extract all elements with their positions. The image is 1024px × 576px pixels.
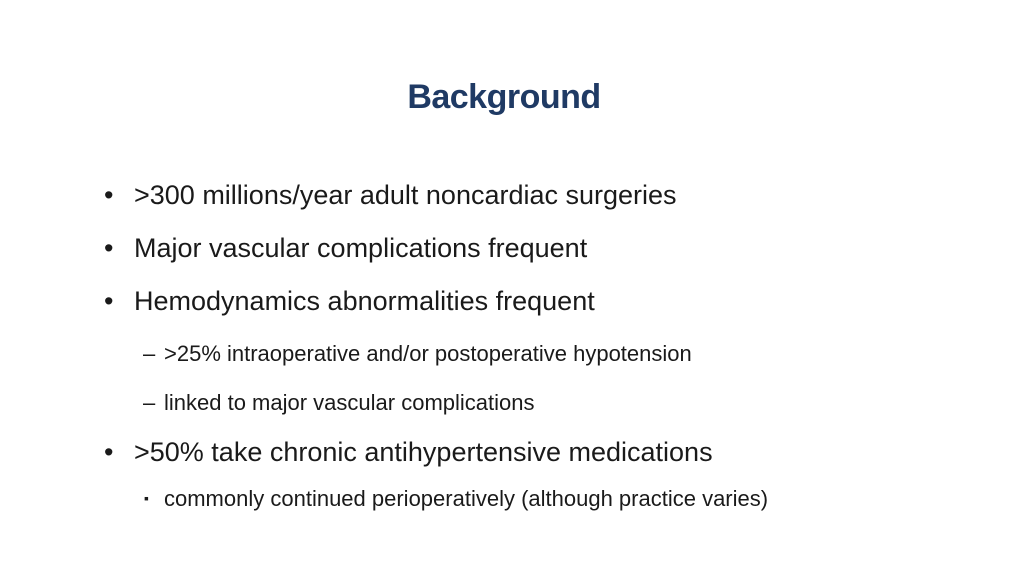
square-marker-icon: ▪	[144, 490, 149, 506]
bullet-marker-icon: •	[104, 437, 114, 467]
bullet-text: >50% take chronic antihypertensive medications	[134, 437, 713, 467]
dash-marker-icon: –	[143, 390, 156, 415]
bullet-item	[104, 180, 677, 211]
bullet-marker-icon: •	[104, 233, 114, 263]
bullet-marker-icon: •	[104, 180, 114, 210]
bullet-item	[104, 286, 595, 317]
sub-bullet-item	[143, 390, 535, 416]
bullet-item	[104, 437, 713, 468]
sub-bullet-item	[143, 341, 692, 367]
bullet-text: Major vascular complications frequent	[134, 233, 588, 263]
sub-bullet-text: >25% intraoperative and/or postoperative hypotension	[164, 341, 692, 366]
sub-bullet-item	[144, 486, 768, 512]
dash-marker-icon: –	[143, 341, 156, 366]
sub-bullet-text: commonly continued perioperatively (although practice varies)	[164, 486, 769, 511]
slide-title: Background	[407, 78, 601, 116]
bullet-marker-icon: •	[104, 286, 114, 316]
bullet-text: >300 millions/year adult noncardiac surgeries	[134, 180, 677, 210]
bullet-text: Hemodynamics abnormalities frequent	[134, 286, 595, 316]
sub-bullet-text: linked to major vascular complications	[164, 390, 535, 415]
bullet-item	[104, 233, 587, 264]
